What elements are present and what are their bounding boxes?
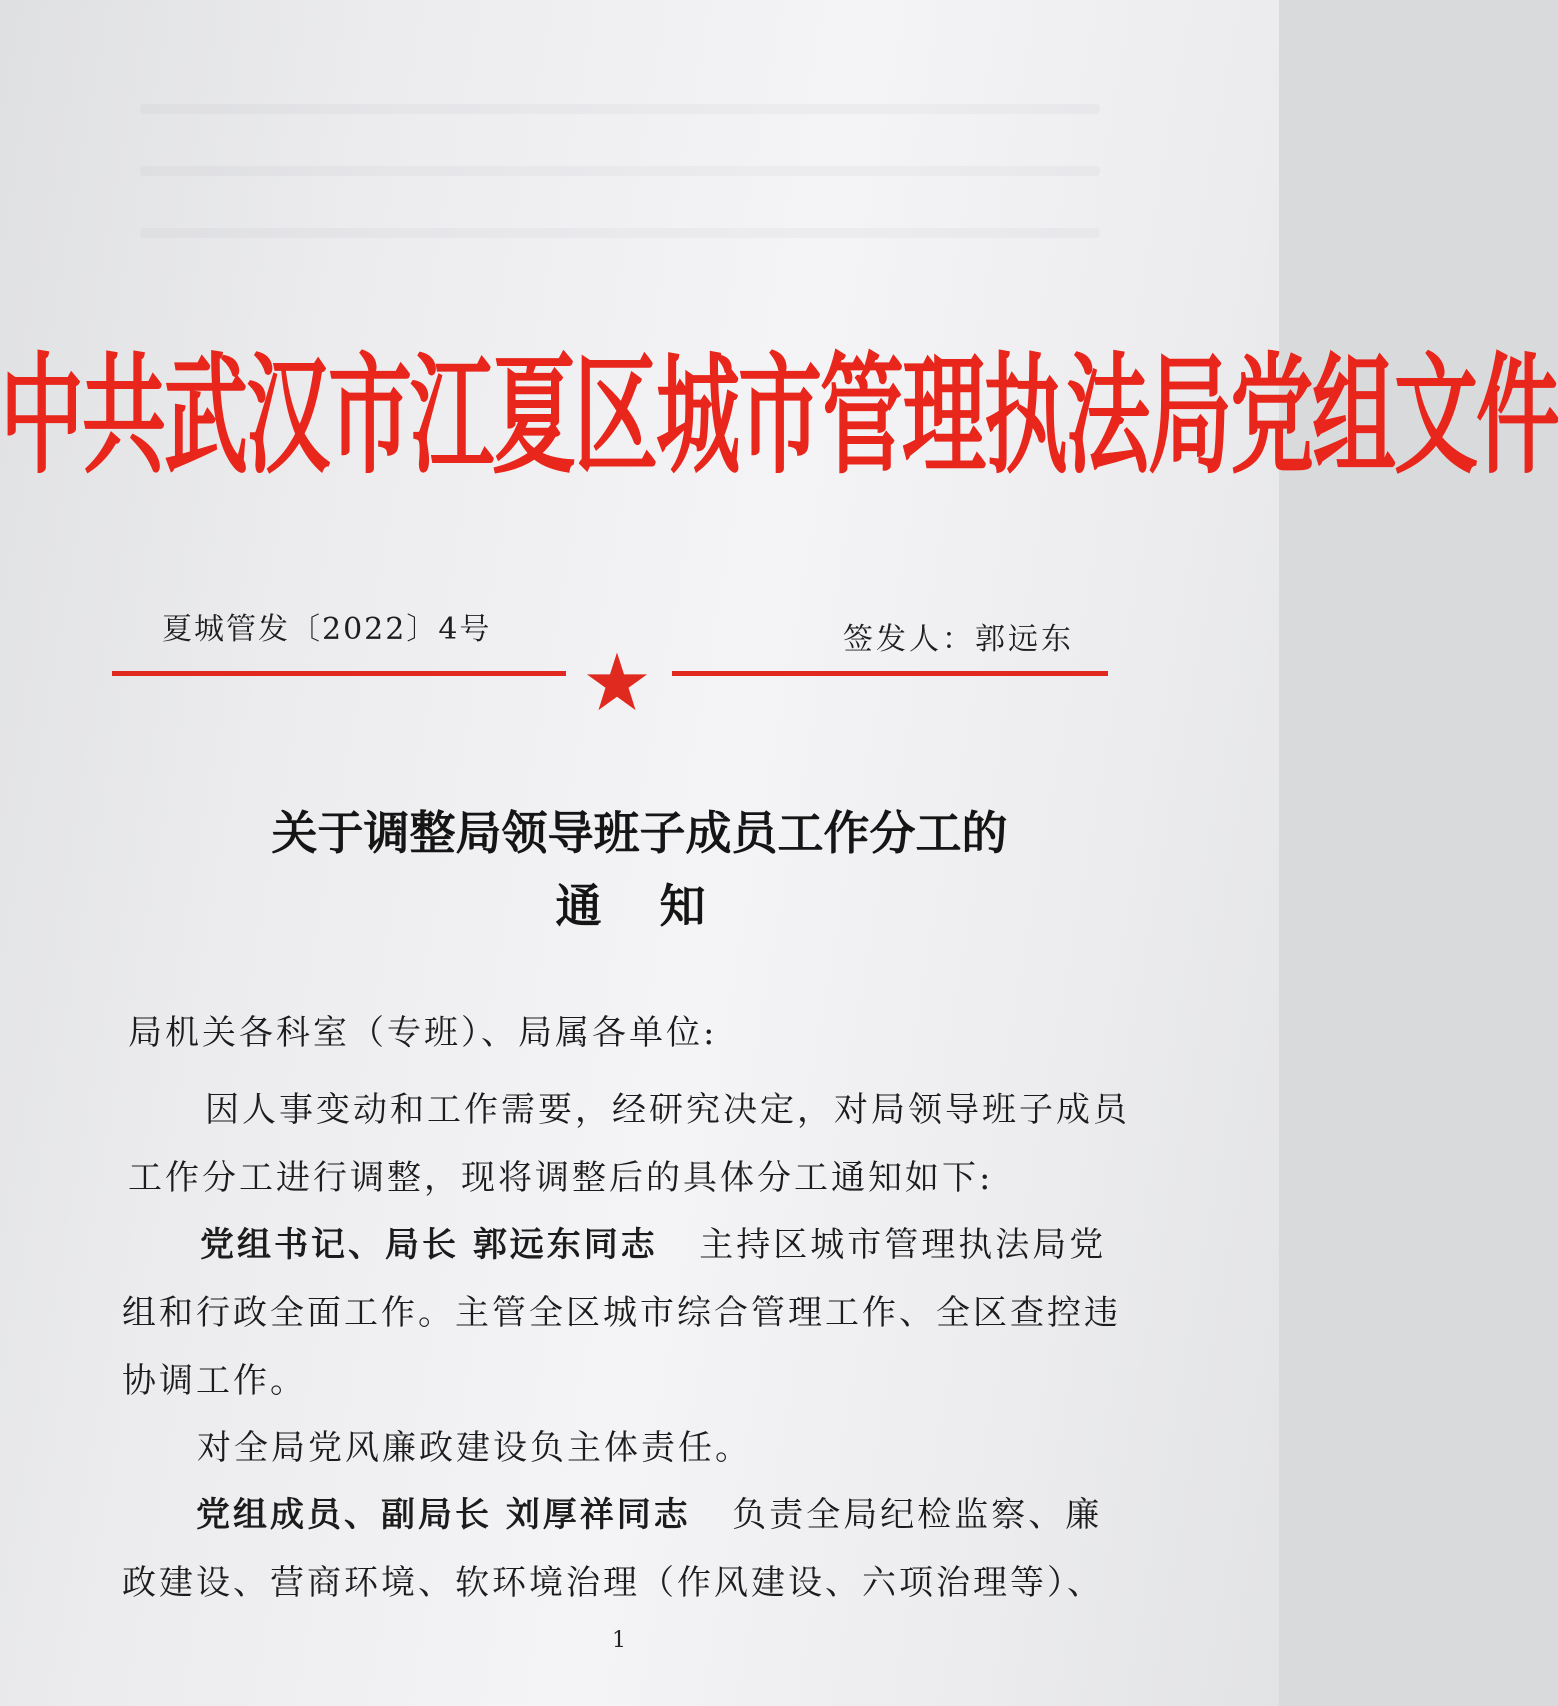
paragraph-4-line-2: 政建设、营商环境、软环境治理（作风建设、六项治理等）、 [122, 1563, 1104, 1603]
paragraph-4-line-1 [196, 1487, 1102, 1536]
paragraph-2-line-1 [200, 1217, 1106, 1266]
red-header-title: 中共武汉市江夏区城市管理执法局党组文件 [0, 339, 1558, 492]
person-name: 刘厚祥同志 [505, 1495, 691, 1535]
paragraph-1-line-2: 工作分工进行调整，现将调整后的具体分工通知如下: [128, 1158, 994, 1198]
signer [843, 614, 1074, 658]
salutation: 局机关各科室（专班）、局属各单位: [128, 1013, 718, 1053]
notice-title-line2: 通知 [555, 879, 764, 933]
person-name: 郭远东同志 [472, 1225, 658, 1265]
red-rule-left [112, 671, 566, 676]
signer-label: 签发人： [843, 622, 975, 657]
duty-text: 主持区城市管理执法局党 [699, 1225, 1107, 1265]
duty-text: 负责全局纪检监察、廉 [732, 1495, 1103, 1535]
signer-name: 郭远东 [975, 622, 1074, 657]
page-number: 1 [612, 1628, 626, 1653]
red-rule-right [672, 671, 1108, 676]
bleed-through-text [140, 166, 1100, 176]
paragraph-1-line-1: 因人事变动和工作需要，经研究决定，对局领导班子成员 [205, 1090, 1130, 1130]
role-label: 党组成员、副局长 [196, 1495, 492, 1535]
paragraph-2-line-2: 组和行政全面工作。主管全区城市综合管理工作、全区查控违 [122, 1293, 1121, 1333]
document-number: 夏城管发〔2022〕4号 [162, 612, 492, 647]
bleed-through-text [140, 228, 1100, 238]
role-label: 党组书记、局长 [200, 1225, 459, 1265]
red-star-icon [585, 650, 649, 714]
notice-title-line1: 关于调整局领导班子成员工作分工的 [271, 806, 1008, 860]
paragraph-2-line-3: 协调工作。 [122, 1361, 307, 1401]
paragraph-3: 对全局党风廉政建设负主体责任。 [197, 1428, 752, 1468]
bleed-through-text [140, 104, 1100, 114]
